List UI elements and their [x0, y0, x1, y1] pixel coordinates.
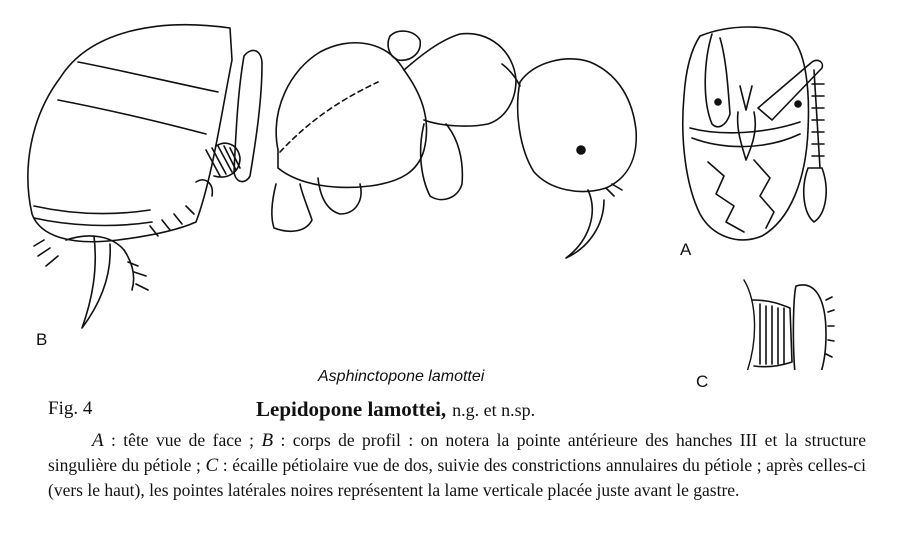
caption-body	[48, 428, 866, 502]
head-profile-drawing	[502, 59, 636, 258]
panel-label-a: A	[680, 240, 692, 259]
panel-label-c: C	[696, 372, 709, 391]
caption-letter-c: C	[205, 455, 219, 476]
figure-title-suffix: n.g. et n.sp.	[452, 400, 536, 420]
figure-title-name: Lepidopone lamottei,	[256, 397, 447, 421]
figure-title	[256, 397, 535, 422]
caption-letter-a: A	[92, 430, 104, 451]
gaster-drawing	[28, 25, 232, 328]
caption-text-b: : corps de profil : on notera la pointe antérieure des hanches III et la structure singulière du pétiole ;	[48, 430, 866, 475]
panel-label-b: B	[36, 330, 48, 349]
figure-number: Fig. 4	[48, 398, 93, 419]
caption-paragraph	[48, 428, 866, 502]
petiolar-scale-drawing	[744, 280, 834, 370]
caption-text-a: : tête vue de face ;	[103, 430, 262, 450]
species-note: Asphinctopone lamottei	[318, 368, 485, 385]
caption-letter-b: B	[261, 430, 274, 451]
head-front-drawing	[683, 27, 826, 240]
caption-text-c: : écaille pétiolaire vue de dos, suivie des constrictions annulaires du pétiole ; après celles-ci (vers le haut), les pointes latérales noires représentent la lame verticale placée juste avant le gastre.	[48, 455, 866, 500]
mesosoma-drawing	[272, 31, 516, 231]
